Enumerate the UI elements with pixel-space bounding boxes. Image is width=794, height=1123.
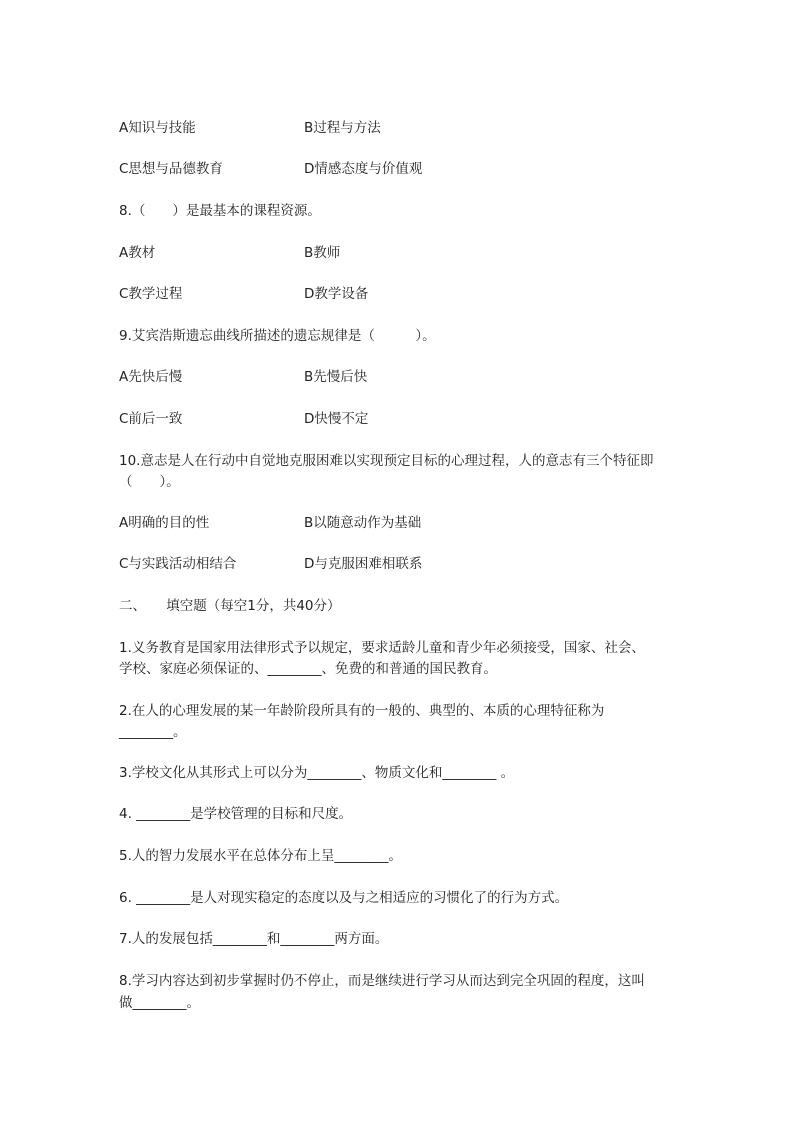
- fill-question-3: 3.学校文化从其形式上可以分为________、物质文化和________ 。: [119, 765, 515, 781]
- q9-option-c: C前后一致: [119, 411, 183, 427]
- q10-option-d: D与克服困难相联系: [304, 556, 423, 572]
- fill-question-1-line-2: 学校、家庭必须保证的、________、免费的和普通的国民教育。: [119, 661, 497, 677]
- question-10-line-1: 10.意志是人在行动中自觉地克服困难以实现预定目标的心理过程，人的意志有三个特征即: [119, 453, 654, 469]
- fill-question-8-line-2: 做________。: [119, 995, 200, 1011]
- option-a-knowledge-skills: A知识与技能: [119, 120, 196, 136]
- q10-option-a: A明确的目的性: [119, 515, 210, 531]
- question-8: 8.（ ）是最基本的课程资源。: [119, 203, 321, 219]
- option-b-process-method: B过程与方法: [304, 120, 381, 136]
- q10-option-b: B以随意动作为基础: [304, 515, 422, 531]
- q8-option-a: A教材: [119, 245, 156, 261]
- q9-option-a: A先快后慢: [119, 369, 183, 385]
- fill-question-1-line-1: 1.义务教育是国家用法律形式予以规定，要求适龄儿童和青少年必须接受，国家、社会、: [119, 640, 645, 656]
- q10-option-c: C与实践活动相结合: [119, 556, 237, 572]
- option-d-emotion-values: D情感态度与价值观: [304, 161, 423, 177]
- q8-option-d: D教学设备: [304, 286, 369, 302]
- question-9: 9.艾宾浩斯遗忘曲线所描述的遗忘规律是（ ）。: [119, 328, 436, 344]
- fill-question-5: 5.人的智力发展水平在总体分布上呈________。: [119, 848, 402, 864]
- section-heading-fill-blank: 二、 填空题（每空1分，共40分）: [119, 598, 341, 614]
- fill-question-8-line-1: 8.学习内容达到初步掌握时仍不停止，而是继续进行学习从而达到完全巩固的程度，这叫: [119, 973, 645, 989]
- q8-option-b: B教师: [304, 245, 341, 261]
- fill-question-7: 7.人的发展包括________和________两方面。: [119, 931, 389, 947]
- q8-option-c: C教学过程: [119, 286, 183, 302]
- fill-question-6: 6. ________是人对现实稳定的态度以及与之相适应的习惯化了的行为方式。: [119, 890, 569, 906]
- q9-option-d: D快慢不定: [304, 411, 369, 427]
- question-10-line-2: （ ）。: [119, 474, 180, 490]
- fill-question-2-line-1: 2.在人的心理发展的某一年龄阶段所具有的一般的、典型的、本质的心理特征称为: [119, 703, 605, 719]
- fill-question-4: 4. ________是学校管理的目标和尺度。: [119, 806, 353, 822]
- fill-question-2-line-2: ________。: [119, 724, 187, 740]
- q9-option-b: B先慢后快: [304, 369, 368, 385]
- option-c-moral-education: C思想与品德教育: [119, 161, 223, 177]
